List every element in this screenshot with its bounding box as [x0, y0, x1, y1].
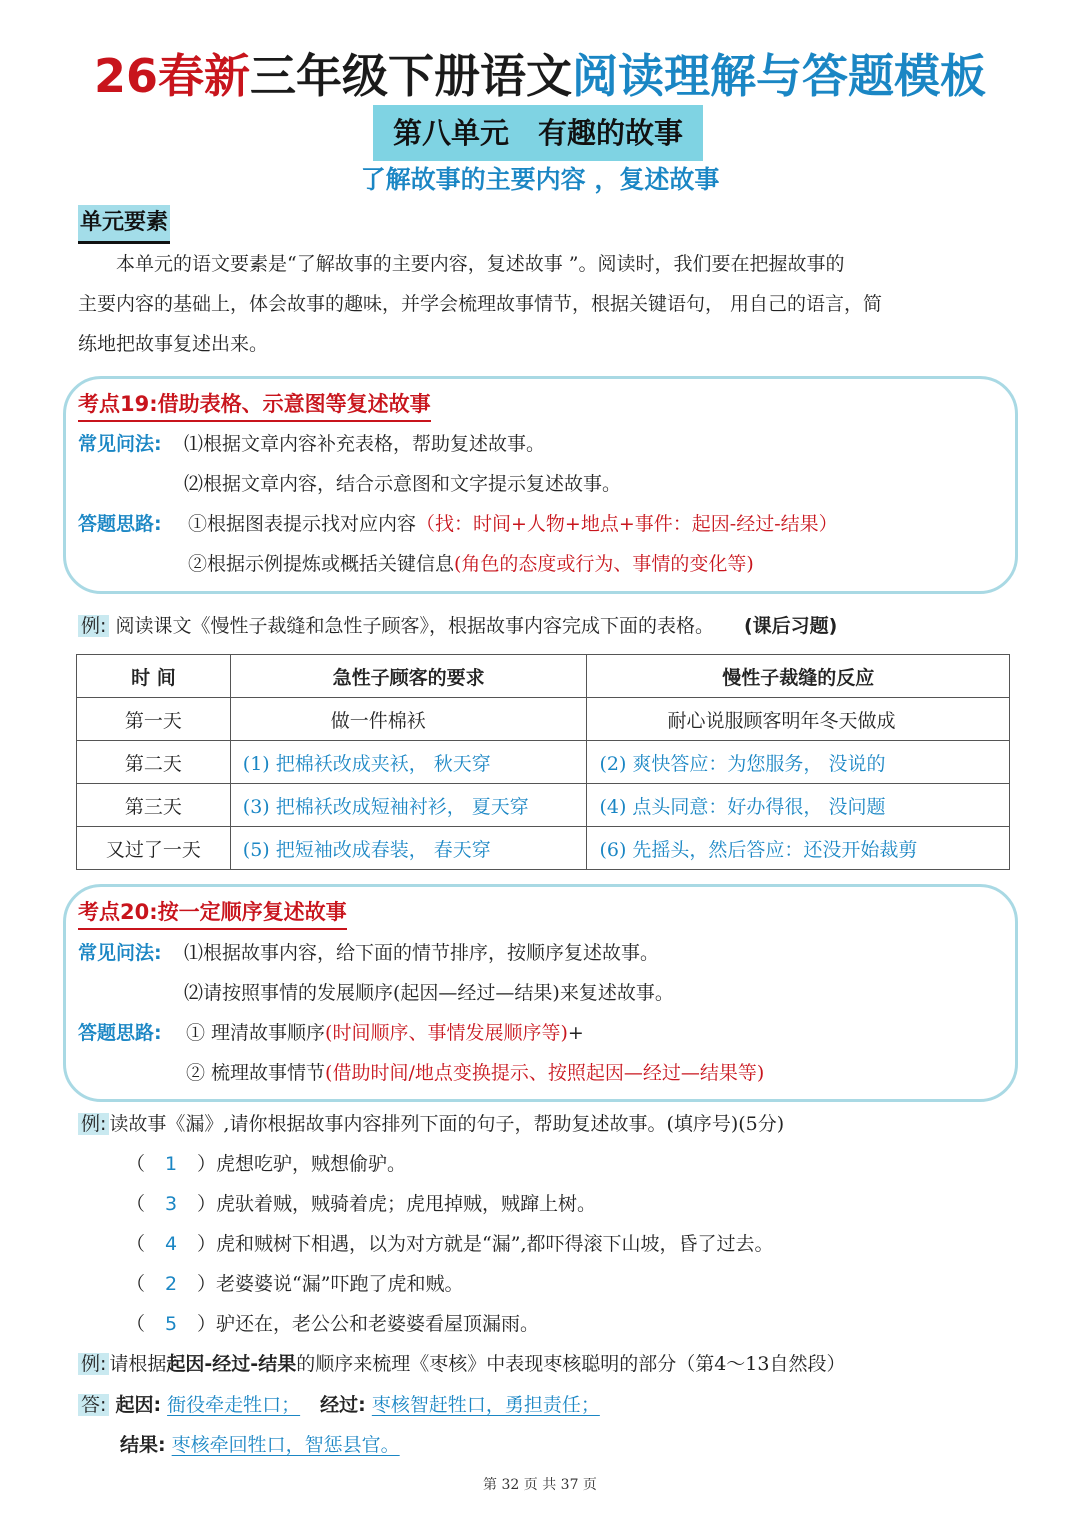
- unit-heading: 第八单元 有趣的故事: [373, 105, 703, 161]
- approach-2-hint: (角色的态度或行为、事情的变化等): [454, 553, 754, 575]
- common-questions-label: 常见问法:: [78, 942, 162, 964]
- answer-line-2: [120, 1429, 400, 1461]
- order-number: 1: [164, 1153, 178, 1175]
- example-tag: 例:: [78, 1353, 109, 1375]
- cell-time: 第二天: [77, 741, 231, 784]
- order-item: （ 3 ）虎驮着贼，贼骑着虎；虎甩掉贼，贼蹿上树。: [126, 1188, 596, 1220]
- cell-response: (2) 爽快答应：为您服务， 没说的: [587, 741, 1010, 784]
- order-text: 虎驮着贼，贼骑着虎；虎甩掉贼，贼蹿上树。: [216, 1193, 597, 1215]
- title-part-1: 26春新: [93, 49, 250, 103]
- example-3-text-a: 请根据: [109, 1353, 167, 1375]
- approach-2: [188, 548, 754, 580]
- order-item: （ 4 ）虎和贼树下相遇，以为对方就是“漏”,都吓得滚下山坡，昏了过去。: [126, 1228, 774, 1260]
- cell-time: 第一天: [77, 698, 231, 741]
- cell-time: 又过了一天: [77, 827, 231, 870]
- example-3-bold: 起因-经过-结果: [166, 1353, 297, 1375]
- approach-1: [186, 1017, 584, 1049]
- common-question-2: ⑵请按照事情的发展顺序(起因—经过—结果)来复述故事。: [184, 982, 674, 1004]
- approach-2-text: ② 梳理故事情节: [186, 1062, 326, 1084]
- title-part-3: 阅读理解与答题模板: [572, 49, 986, 103]
- order-item: （ 2 ）老婆婆说“漏”吓跑了虎和贼。: [126, 1268, 463, 1300]
- answer-tag: 答:: [78, 1394, 109, 1416]
- table-row: [77, 784, 1010, 827]
- approach-1-plus: +: [567, 1022, 584, 1044]
- process-label: 经过:: [320, 1394, 366, 1416]
- approach-2: [186, 1057, 764, 1089]
- example-1: [78, 610, 837, 642]
- page-title: [0, 46, 1080, 106]
- order-number: 3: [164, 1193, 178, 1215]
- approach-1-hint: （找：时间+人物+地点+事件：起因-经过-结果）: [416, 513, 838, 535]
- page-footer: 第 32 页 共 37 页: [483, 1477, 597, 1493]
- order-number: 2: [164, 1273, 178, 1295]
- order-text: 老婆婆说“漏”吓跑了虎和贼。: [216, 1273, 464, 1295]
- approach-2-text: ②根据示例提炼或概括关键信息: [188, 553, 455, 575]
- approach-1-hint: (时间顺序、事情发展顺序等): [325, 1022, 568, 1044]
- title-part-2: 三年级下册语文: [250, 49, 572, 103]
- example-3-text-b: 的顺序来梳理《枣核》中表现枣核聪明的部分（第4～13自然段）: [296, 1353, 846, 1375]
- table-header-row: [77, 655, 1010, 698]
- example-2: [78, 1108, 784, 1140]
- paragraph-line: 练地把故事复述出来。: [78, 333, 269, 355]
- order-item: （ 1 ）虎想吃驴，贼想偷驴。: [126, 1148, 406, 1180]
- approach-1-text: ① 理清故事顺序: [186, 1022, 326, 1044]
- header-time: 时 间: [77, 655, 231, 698]
- order-text: 驴还在，老公公和老婆婆看屋顶漏雨。: [216, 1313, 540, 1335]
- cause-label: 起因:: [115, 1394, 162, 1416]
- cell-request: (3) 把棉袄改成短袖衬衫， 夏天穿: [230, 784, 587, 827]
- header-request: 急性子顾客的要求: [230, 655, 587, 698]
- kaodian20-title: 考点20:按一定顺序复述故事: [78, 896, 347, 930]
- cell-response: (6) 先摇头，然后答应：还没开始裁剪: [587, 827, 1010, 870]
- table-row: [77, 741, 1010, 784]
- approach-label: 答题思路:: [78, 1022, 162, 1044]
- approach-1-text: ①根据图表提示找对应内容: [188, 513, 417, 535]
- cell-time: 第三天: [77, 784, 231, 827]
- common-question-1: ⑴根据故事内容，给下面的情节排序，按顺序复述故事。: [184, 942, 660, 964]
- cell-response: 耐心说服顾客明年冬天做成: [587, 698, 1010, 741]
- order-item: （ 5 ）驴还在，老公公和老婆婆看屋顶漏雨。: [126, 1308, 539, 1340]
- order-number: 4: [164, 1233, 178, 1255]
- story-table: [76, 654, 1010, 870]
- example-tag: 例:: [78, 615, 109, 637]
- order-text: 虎想吃驴，贼想偷驴。: [216, 1153, 407, 1175]
- example-tag: 例:: [78, 1113, 109, 1135]
- table-row: [77, 698, 1010, 741]
- order-number: 5: [164, 1313, 178, 1335]
- example-3: [78, 1348, 845, 1380]
- paragraph-line: 本单元的语文要素是“了解故事的主要内容，复述故事 ”。阅读时，我们要在把握故事的: [78, 253, 845, 275]
- result-label: 结果:: [120, 1434, 166, 1456]
- common-questions-label: 常见问法:: [78, 433, 162, 455]
- unit-subtitle: 了解故事的主要内容 ，复述故事: [360, 165, 720, 194]
- approach-2-hint: (借助时间/地点变换提示、按照起因—经过—结果等): [325, 1062, 765, 1084]
- cell-request: (1) 把棉袄改成夹袄， 秋天穿: [230, 741, 587, 784]
- result-answer: 枣核牵回牲口，智惩县官。: [171, 1434, 400, 1456]
- table-row: [77, 827, 1010, 870]
- header-response: 慢性子裁缝的反应: [587, 655, 1010, 698]
- approach-label: 答题思路:: [78, 513, 162, 535]
- approach-1: [188, 508, 838, 540]
- unit-elements-paragraph: [78, 244, 1003, 364]
- kaodian19-title: 考点19:借助表格、示意图等复述故事: [78, 388, 431, 422]
- example-2-text: 读故事《漏》,请你根据故事内容排列下面的句子，帮助复述故事。(填序号)(5分): [109, 1113, 785, 1135]
- cell-request: (5) 把短袖改成春装， 春天穿: [230, 827, 587, 870]
- order-text: 虎和贼树下相遇，以为对方就是“漏”,都吓得滚下山坡，昏了过去。: [216, 1233, 774, 1255]
- example-1-text: 阅读课文《慢性子裁缝和急性子顾客》，根据故事内容完成下面的表格。: [109, 615, 714, 637]
- cause-answer: 衙役牵走牲口；: [167, 1394, 301, 1416]
- common-question-2: ⑵根据文章内容，结合示意图和文字提示复述故事。: [184, 473, 622, 495]
- unit-elements-tag: 单元要素: [78, 205, 170, 244]
- common-question-1: ⑴根据文章内容补充表格，帮助复述故事。: [184, 433, 546, 455]
- example-1-note: (课后习题): [743, 615, 838, 637]
- cell-request: 做一件棉袄: [230, 698, 587, 741]
- answer-line-1: [78, 1389, 600, 1421]
- cell-response: (4) 点头同意：好办得很， 没问题: [587, 784, 1010, 827]
- paragraph-line: 主要内容的基础上，体会故事的趣味，并学会梳理故事情节，根据关键语句， 用自己的语言，简: [78, 293, 883, 315]
- process-answer: 枣核智赶牲口，勇担责任；: [371, 1394, 600, 1416]
